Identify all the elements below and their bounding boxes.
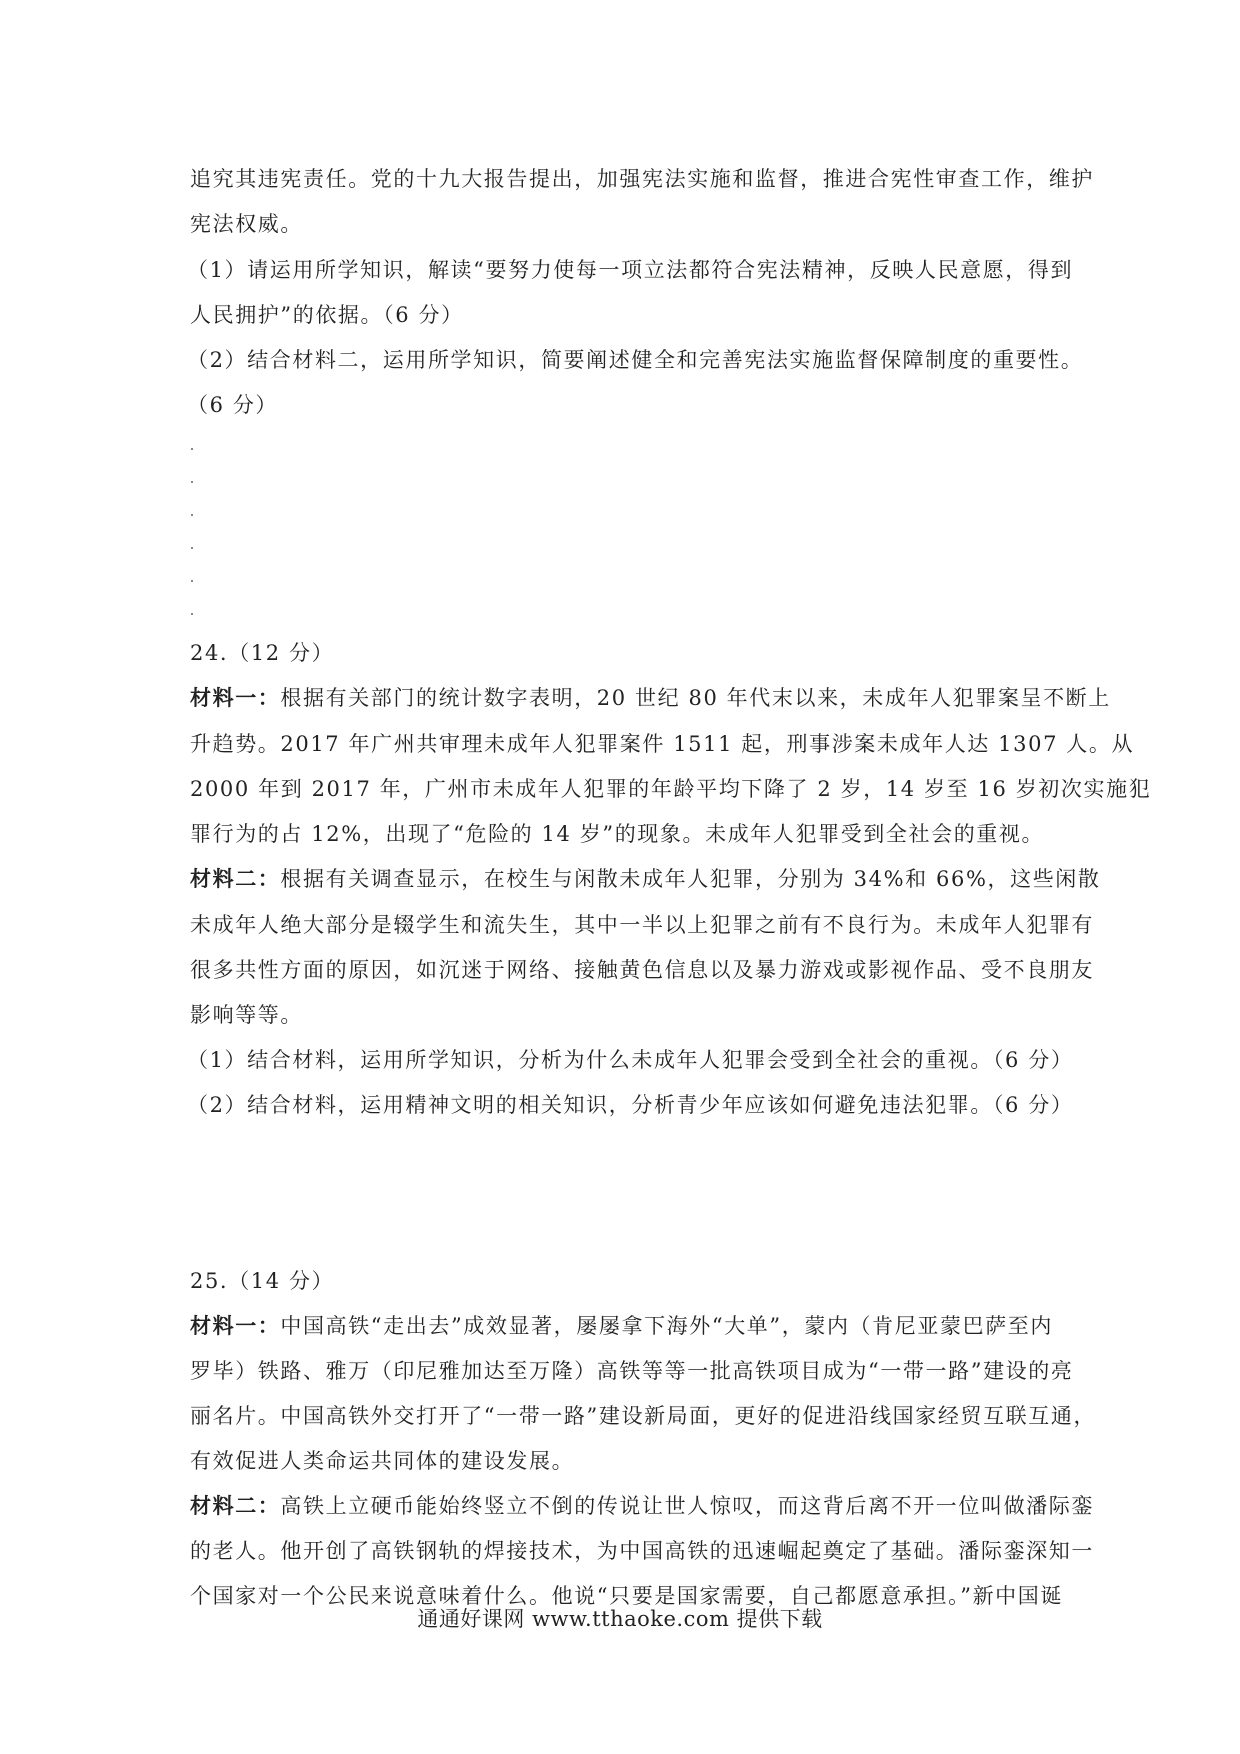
- scan-dot: [191, 613, 193, 615]
- scan-dot: [191, 580, 193, 582]
- s24-material-1-line-3: 2000 年到 2017 年，广州市未成年人犯罪的年龄平均下降了 2 岁，14 岁至 16 岁初次实施犯: [190, 777, 1152, 801]
- s23-question-2-line-1: （2）结合材料二，运用所学知识，简要阐述健全和完善宪法实施监督保障制度的重要性。: [187, 348, 1084, 372]
- s23-question-2-line-2: （6 分）: [187, 393, 279, 417]
- s25-material-2-line-2: 的老人。他开创了高铁钢轨的焊接技术，为中国高铁的迅速崛起奠定了基础。潘际銮深知一: [190, 1539, 1094, 1563]
- s24-material-1-line-2: 升趋势。2017 年广州共审理未成年人犯罪案件 1511 起，刑事涉案未成年人达 1307 人。从: [190, 732, 1135, 756]
- s23-continuation-line-2: 宪法权威。: [190, 212, 303, 236]
- s24-material-1-text: 根据有关部门的统计数字表明，20 世纪 80 年代末以来，未成年人犯罪案呈不断上: [280, 686, 1111, 710]
- s24-material-1-line-4: 罪行为的占 12%，出现了“危险的 14 岁”的现象。未成年人犯罪受到全社会的重视。: [190, 822, 1045, 846]
- s24-heading: 24.（12 分）: [190, 641, 335, 665]
- s23-continuation-line-1: 追究其违宪责任。党的十九大报告提出，加强宪法实施和监督，推进合宪性审查工作，维护: [190, 167, 1094, 191]
- s24-material-2-label: 材料二：: [190, 866, 281, 891]
- s25-material-2-line-1: [190, 1491, 1094, 1521]
- scan-dot: [191, 448, 193, 450]
- s24-material-1-label: 材料一：: [190, 685, 281, 710]
- s25-material-1-text: 中国高铁“走出去”成效显著，屡屡拿下海外“大单”，蒙内（肯尼亚蒙巴萨至内: [280, 1314, 1053, 1338]
- s24-material-2-text: 根据有关调查显示，在校生与闲散未成年人犯罪，分别为 34%和 66%，这些闲散: [280, 867, 1101, 891]
- s25-material-1-line-3: 丽名片。中国高铁外交打开了“一带一路”建设新局面，更好的促进沿线国家经贸互联互通，: [190, 1404, 1097, 1428]
- s25-material-1-label: 材料一：: [190, 1313, 281, 1338]
- scan-dot: [191, 514, 193, 516]
- s25-material-1-line-4: 有效促进人类命运共同体的建设发展。: [190, 1449, 575, 1473]
- s24-question-1: （1）结合材料，运用所学知识，分析为什么未成年人犯罪会受到全社会的重视。（6 分）: [187, 1048, 1074, 1072]
- s24-material-2-line-1: [190, 864, 1101, 894]
- s24-material-2-line-3: 很多共性方面的原因，如沉迷于网络、接触黄色信息以及暴力游戏或影视作品、受不良朋友: [190, 958, 1094, 982]
- s24-material-2-line-4: 影响等等。: [190, 1003, 303, 1027]
- scan-dot: [191, 481, 193, 483]
- s24-question-2: （2）结合材料，运用精神文明的相关知识，分析青少年应该如何避免违法犯罪。（6 分）: [187, 1093, 1074, 1117]
- s23-question-1-line-2: 人民拥护”的依据。（6 分）: [190, 303, 464, 327]
- s24-material-2-line-2: 未成年人绝大部分是辍学生和流失生，其中一半以上犯罪之前有不良行为。未成年人犯罪有: [190, 913, 1094, 937]
- s25-heading: 25.（14 分）: [190, 1269, 335, 1293]
- s25-material-2-line-3: 个国家对一个公民来说意味着什么。他说“只要是国家需要，自己都愿意承担。”新中国诞: [190, 1584, 1063, 1608]
- s25-material-2-label: 材料二：: [190, 1493, 281, 1518]
- page-footer: 通通好课网 www.tthaoke.com 提供下载: [417, 1607, 823, 1631]
- s25-material-1-line-2: 罗毕）铁路、雅万（印尼雅加达至万隆）高铁等等一批高铁项目成为“一带一路”建设的亮: [190, 1359, 1074, 1383]
- s25-material-2-text: 高铁上立硬币能始终竖立不倒的传说让世人惊叹，而这背后离不开一位叫做潘际銮: [280, 1494, 1095, 1518]
- s25-material-1-line-1: [190, 1311, 1053, 1341]
- s24-material-1-line-1: [190, 683, 1111, 713]
- scan-dot: [191, 547, 193, 549]
- s23-question-1-line-1: （1）请运用所学知识，解读“要努力使每一项立法都符合宪法精神，反映人民意愿，得到: [187, 258, 1074, 282]
